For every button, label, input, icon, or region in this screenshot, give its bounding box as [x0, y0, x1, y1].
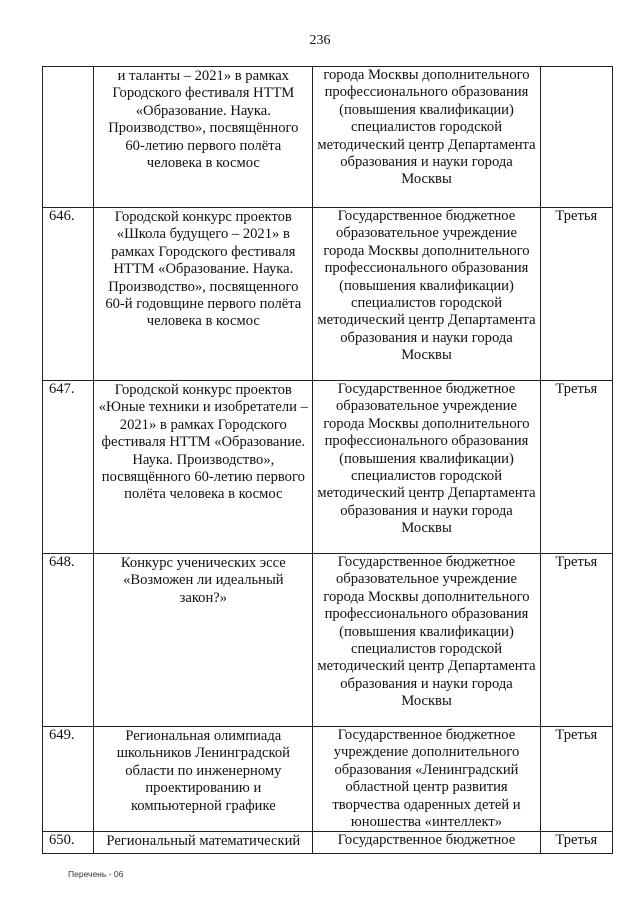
row-number: 647.: [43, 381, 94, 554]
level: Третья: [540, 554, 612, 727]
organizer: Государственное бюджетное образовательное учреждение города Москвы дополнительного профессионального образования (повышения квалификации) специалистов городской методический центр Департамента образования и науки города Москвы: [313, 381, 540, 554]
event-name: Городской конкурс проектов «Школа будущего – 2021» в рамках Городского фестиваля НТТМ «Образование. Наука. Производство», посвященного 60-й годовщине первого полёта человека в космос: [94, 208, 313, 381]
event-name: Конкурс ученических эссе «Возможен ли идеальный закон?»: [94, 554, 313, 727]
table-row: [43, 554, 613, 727]
table-row: [43, 208, 613, 381]
organizer: Государственное бюджетное учреждение дополнительного образования «Ленинградский областной центр развития творчества одаренных детей и юношества «интеллект»: [313, 727, 540, 832]
row-number: 649.: [43, 727, 94, 832]
organizer: Государственное бюджетное образовательное учреждение города Москвы дополнительного профессионального образования (повышения квалификации) специалистов городской методический центр Департамента образования и науки города Москвы: [313, 554, 540, 727]
table-row: [43, 832, 613, 854]
row-number: 650.: [43, 832, 94, 854]
event-name: Региональный математический: [94, 832, 313, 854]
level: [540, 67, 612, 208]
olympiad-list-table: [42, 66, 613, 854]
organizer: города Москвы дополнительного профессионального образования (повышения квалификации) специалистов городской методический центр Департамента образования и науки города Москвы: [313, 67, 540, 208]
table-row: [43, 381, 613, 554]
footer-label: Перечень - 06: [68, 869, 124, 879]
level: Третья: [540, 727, 612, 832]
level: Третья: [540, 832, 612, 854]
organizer: Государственное бюджетное: [313, 832, 540, 854]
level: Третья: [540, 208, 612, 381]
row-number: 646.: [43, 208, 94, 381]
table-row: [43, 67, 613, 208]
row-number: [43, 67, 94, 208]
organizer: Государственное бюджетное образовательное учреждение города Москвы дополнительного профессионального образования (повышения квалификации) специалистов городской методический центр Департамента образования и науки города Москвы: [313, 208, 540, 381]
event-name: Городской конкурс проектов «Юные техники и изобретатели – 2021» в рамках Городского фестиваля НТТМ «Образование. Наука. Производство», посвящённого 60-летию первого полёта человека в космос: [94, 381, 313, 554]
row-number: 648.: [43, 554, 94, 727]
table-row: [43, 727, 613, 832]
event-name: и таланты – 2021» в рамках Городского фестиваля НТТМ «Образование. Наука. Производство», посвящённого 60-летию первого полёта человека в космос: [94, 67, 313, 208]
event-name: Региональная олимпиада школьников Ленинградской области по инженерному проектированию и компьютерной графике: [94, 727, 313, 832]
page-number: 236: [309, 33, 331, 48]
level: Третья: [540, 381, 612, 554]
